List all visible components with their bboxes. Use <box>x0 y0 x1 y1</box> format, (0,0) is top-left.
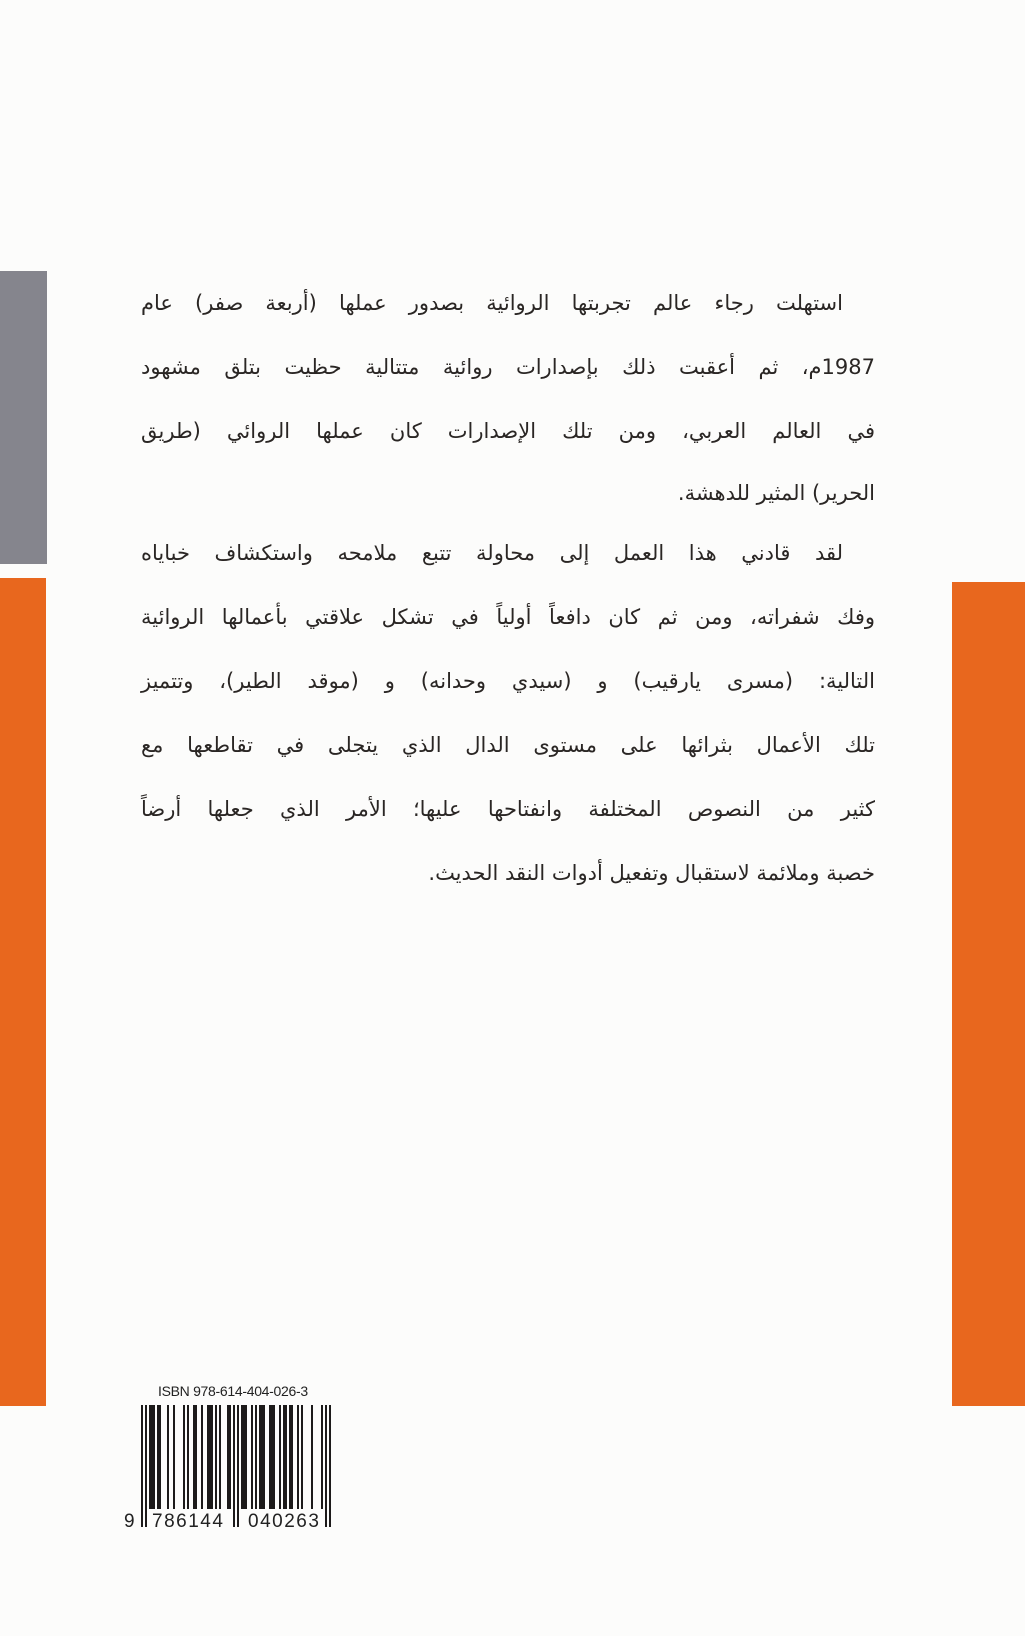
barcode-bar <box>259 1405 261 1509</box>
barcode-bar <box>215 1405 217 1509</box>
barcode-bar <box>211 1405 213 1509</box>
barcode-bar <box>321 1405 323 1509</box>
blurb-line: التالية: (مسرى يارقيب) و (سيدي وحدانه) و (موقد الطير)، وتتميز <box>141 669 875 693</box>
orange-right-band <box>952 582 1025 1406</box>
barcode-bar <box>271 1405 273 1509</box>
barcode-bar <box>301 1405 303 1509</box>
barcode-bar <box>151 1405 153 1509</box>
barcode-bar <box>255 1405 257 1509</box>
barcode-bar <box>329 1405 331 1527</box>
barcode-bar <box>269 1405 271 1509</box>
barcode-bar <box>173 1405 175 1509</box>
barcode-bar <box>251 1405 253 1509</box>
barcode-bar <box>325 1405 327 1527</box>
barcode-bar <box>209 1405 211 1509</box>
barcode-image <box>141 1405 341 1527</box>
barcode-bar <box>141 1405 143 1527</box>
blurb-line: خصبة وملائمة لاستقبال وتفعيل أدوات النقد الحديث. <box>428 861 875 885</box>
barcode-bar <box>195 1405 197 1509</box>
blurb-line: وفك شفراته، ومن ثم كان دافعاً أولياً في تشكل علاقتي بأعمالها الروائية <box>141 605 875 629</box>
blurb-line: لقد قادني هذا العمل إلى محاولة تتبع ملامحه واستكشاف خباياه <box>141 541 843 565</box>
barcode-bar <box>207 1405 209 1509</box>
barcode-bar <box>273 1405 275 1509</box>
barcode-bar <box>157 1405 159 1509</box>
blurb-line: الحرير) المثير للدهشة. <box>677 481 875 505</box>
blurb-line: كثير من النصوص المختلفة وانفتاحها عليها؛ الأمر الذي جعلها أرضاً <box>141 797 875 821</box>
blurb-line: تلك الأعمال بثرائها على مستوى الدال الذي يتجلى في تقاطعها مع <box>141 733 875 757</box>
barcode-bar <box>145 1405 147 1527</box>
barcode-bar <box>279 1405 281 1509</box>
barcode-bar <box>241 1405 243 1509</box>
barcode-bar <box>219 1405 221 1509</box>
barcode-bar <box>245 1405 247 1509</box>
barcode-bar <box>233 1405 235 1527</box>
barcode-digit-first: 9 <box>124 1511 135 1532</box>
blurb-line: في العالم العربي، ومن تلك الإصدارات كان عملها الروائي (طريق <box>141 419 875 443</box>
barcode-bar <box>283 1405 285 1509</box>
orange-left-band <box>0 578 46 1406</box>
barcode-bar <box>291 1405 293 1509</box>
barcode-bar <box>237 1405 239 1527</box>
barcode-bar <box>243 1405 245 1509</box>
barcode-bar <box>229 1405 231 1509</box>
isbn-label: ISBN 978-614-404-026-3 <box>158 1383 308 1399</box>
barcode-bar <box>297 1405 299 1509</box>
barcode-digits-left: 786144 <box>152 1511 225 1532</box>
barcode-bar <box>153 1405 155 1509</box>
barcode-bar <box>183 1405 185 1509</box>
barcode-bar <box>187 1405 189 1509</box>
blurb-line: 1987م، ثم أعقبت ذلك بإصدارات روائية متتالية حظيت بتلق مشهود <box>141 355 875 379</box>
barcode-bar <box>149 1405 151 1509</box>
barcode-bar <box>201 1405 203 1509</box>
barcode-bar <box>167 1405 169 1509</box>
barcode-bar <box>227 1405 229 1509</box>
barcode-bar <box>289 1405 291 1509</box>
barcode-bar <box>285 1405 287 1509</box>
barcode-bar <box>159 1405 161 1509</box>
barcode-bar <box>261 1405 263 1509</box>
barcode-bar <box>311 1405 313 1509</box>
gray-spine-band <box>0 271 47 564</box>
barcode-bar <box>263 1405 265 1509</box>
barcode-bar <box>193 1405 195 1509</box>
blurb-line: استهلت رجاء عالم تجربتها الروائية بصدور عملها (أربعة صفر) عام <box>141 291 843 315</box>
barcode-digits-right: 040263 <box>248 1511 321 1532</box>
